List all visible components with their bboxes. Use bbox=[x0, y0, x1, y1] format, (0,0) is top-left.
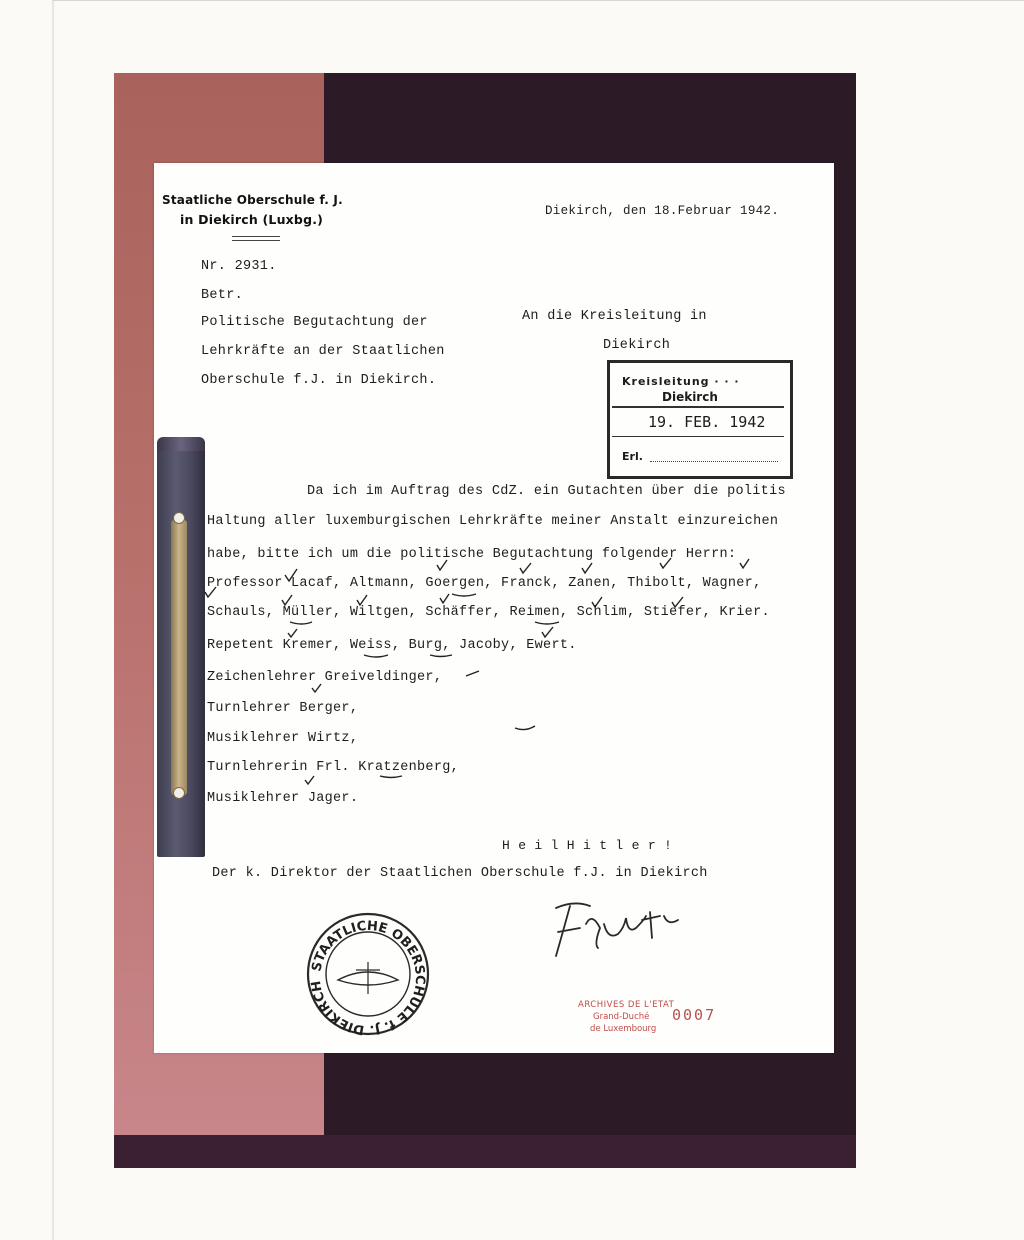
letterhead-rule-1 bbox=[232, 236, 280, 237]
book-top-line bbox=[52, 0, 1024, 1]
archive-stamp-line-1: ARCHIVES DE L'ETAT bbox=[578, 1000, 675, 1010]
body-line-11: Musiklehrer Jager. bbox=[207, 791, 359, 806]
received-stamp-line-2: Diekirch bbox=[662, 390, 718, 404]
handwritten-signature bbox=[546, 894, 686, 964]
received-stamp-rule bbox=[612, 406, 784, 408]
subject-line-3: Oberschule f.J. in Diekirch. bbox=[201, 373, 437, 388]
body-line-4: Professor Lacaf, Altmann, Goergen, Franck, Zanen, Thibolt, Wagner, bbox=[207, 576, 762, 591]
subject-line-1: Politische Begutachtung der bbox=[201, 315, 428, 330]
backdrop-bottom-band bbox=[114, 1135, 856, 1168]
closing-salutation: H e i l H i t l e r ! bbox=[502, 838, 673, 853]
recipient-line-1: An die Kreisleitung in bbox=[522, 309, 707, 324]
body-line-9: Musiklehrer Wirtz, bbox=[207, 731, 359, 746]
school-seal bbox=[298, 908, 438, 1036]
archive-stamp-number: 0007 bbox=[672, 1006, 717, 1024]
body-line-5: Schauls, Müller, Wiltgen, Schäffer, Reimen, Schlim, Stiefer, Krier. bbox=[207, 605, 770, 620]
archive-stamp-line-2: Grand-Duché bbox=[593, 1012, 650, 1022]
subject-line-2: Lehrkräfte an der Staatlichen bbox=[201, 344, 445, 359]
seal-text: STAATLICHE OBERSCHULE f. J. DIEKIRCH bbox=[308, 918, 428, 1036]
book-page-edge bbox=[52, 0, 54, 1240]
letterhead-line-2: in Diekirch (Luxbg.) bbox=[180, 212, 324, 227]
letterhead-line-1: Staatliche Oberschule f. J. bbox=[162, 193, 343, 207]
subject-label: Betr. bbox=[201, 288, 244, 303]
body-line-1: Da ich im Auftrag des CdZ. ein Gutachten über die politis bbox=[307, 484, 786, 499]
date-line: Diekirch, den 18.Februar 1942. bbox=[545, 204, 780, 218]
body-line-3: habe, bitte ich um die politische Begutachtung folgender Herrn: bbox=[207, 547, 737, 562]
body-line-8: Turnlehrer Berger, bbox=[207, 701, 359, 716]
received-stamp-date: 19. FEB. 1942 bbox=[648, 413, 766, 431]
archive-stamp-line-3: de Luxembourg bbox=[590, 1024, 657, 1034]
signatory-line: Der k. Direktor der Staatlichen Oberschule f.J. in Diekirch bbox=[212, 866, 708, 881]
body-line-2: Haltung aller luxemburgischen Lehrkräfte meiner Anstalt einzureichen bbox=[207, 514, 779, 529]
recipient-line-2: Diekirch bbox=[603, 338, 671, 353]
binder-cap bbox=[157, 437, 205, 451]
received-stamp-rule-2 bbox=[612, 436, 784, 437]
letterhead-rule-2 bbox=[232, 240, 280, 241]
binder-clip bbox=[171, 520, 187, 795]
body-line-7: Zeichenlehrer Greiveldinger, bbox=[207, 670, 443, 685]
received-stamp-erl-dots bbox=[650, 461, 778, 462]
reference-number: Nr. 2931. bbox=[201, 259, 277, 274]
body-line-6: Repetent Kremer, Weiss, Burg, Jacoby, Ewert. bbox=[207, 638, 577, 653]
body-line-10: Turnlehrerin Frl. Kratzenberg, bbox=[207, 760, 460, 775]
received-stamp-erl: Erl. bbox=[622, 450, 643, 463]
received-stamp-line-1: Kreisleitung · · · bbox=[622, 375, 740, 388]
binder-hole-top bbox=[173, 512, 185, 524]
binder-hole-bottom bbox=[173, 787, 185, 799]
